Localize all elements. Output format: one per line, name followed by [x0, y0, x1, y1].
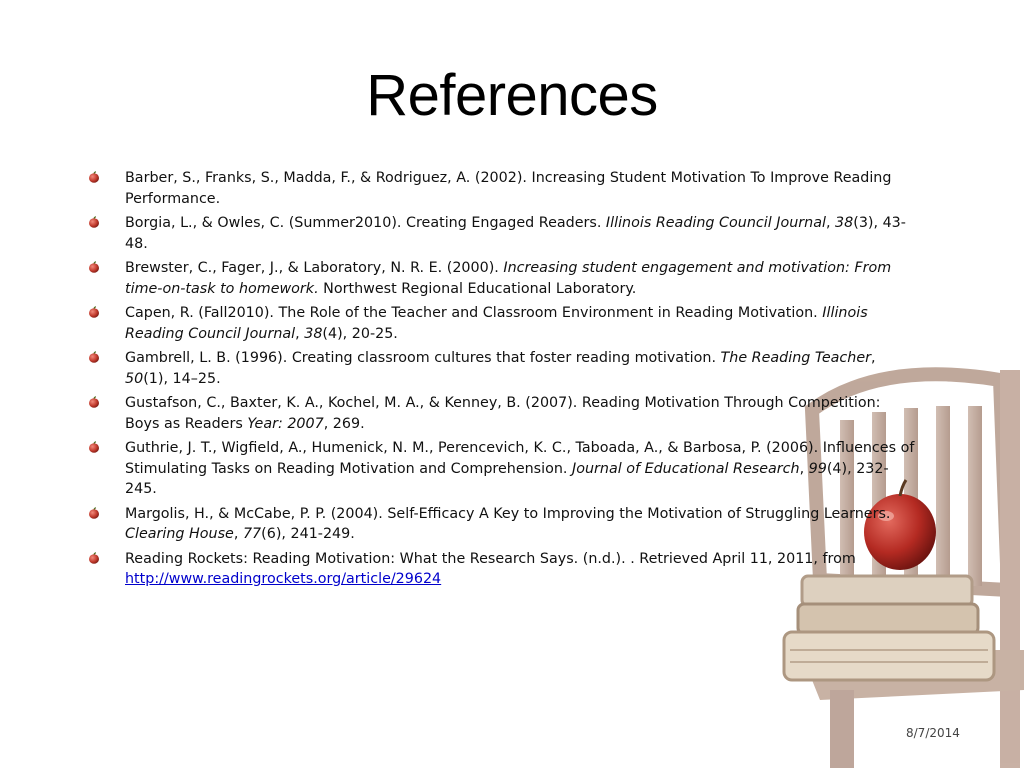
apple-bullet-icon [88, 261, 100, 273]
reference-item [88, 213, 918, 254]
reference-italic-text: Year: 2007 [247, 415, 324, 432]
slide-date: 8/7/2014 [906, 726, 960, 740]
reference-text: Northwest Regional Educational Laboratory. [318, 280, 637, 297]
reference-item [88, 348, 918, 389]
reference-text: , [233, 526, 243, 542]
reference-text: , [295, 325, 305, 342]
reference-text: Borgia, L., & Owles, C. (Summer2010). Creating Engaged Readers. [125, 215, 606, 231]
page-title: References [366, 63, 658, 128]
reference-text: (1), 14–25. [143, 370, 221, 387]
reference-italic-text: 38 [304, 325, 323, 342]
reference-italic-text: Clearing House [125, 526, 234, 542]
apple-bullet-icon [88, 171, 100, 183]
reference-text: Gambrell, L. B. (1996). Creating classroom cultures that foster reading motivation. [125, 350, 721, 366]
reference-item [88, 303, 918, 344]
reference-text: (4), 20-25. [322, 325, 398, 342]
reference-text: , [825, 215, 836, 231]
reference-item [88, 504, 918, 545]
reference-text: Margolis, H., & McCabe, P. P. (2004). Self-Efficacy A Key to Improving the Motivation of Struggling Learners. [125, 505, 891, 522]
apple-bullet-icon [88, 351, 100, 363]
reference-text: Gustafson, C., Baxter, K. A., Kochel, M. A., & Kenney, B. (2007). Reading Motivation Through Competition: Boys as Readers [125, 395, 881, 432]
apple-bullet-icon [88, 396, 100, 408]
apple-bullet-icon [88, 507, 100, 519]
reference-text: Barber, S., Franks, S., Madda, F., & Rodriguez, A. (2002). Increasing Student Motivation To Improve Reading Performance. [125, 170, 892, 207]
reference-text: Brewster, C., Fager, J., & Laboratory, N. R. E. (2000). [125, 260, 504, 276]
reference-text: (6), 241-249. [261, 526, 355, 542]
reference-text: (4), 232-245. [125, 460, 889, 497]
reference-italic-text: 77 [242, 526, 262, 542]
reference-link[interactable]: http://www.readingrockets.org/article/29624 [125, 571, 442, 587]
apple-bullet-icon [88, 552, 100, 564]
reference-text: Capen, R. (Fall2010). The Role of the Teacher and Classroom Environment in Reading Motivation. [125, 305, 823, 321]
apple-bullet-icon [88, 216, 100, 228]
reference-italic-text: Illinois Reading Council Journal [125, 305, 868, 342]
reference-italic-text: Journal of Educational Research [572, 460, 800, 477]
reference-italic-text: 38 [835, 215, 854, 231]
reference-item [88, 438, 918, 500]
reference-text: Reading Rockets: Reading Motivation: What the Research Says. (n.d.). . Retrieved April 11, 2011, from [125, 550, 856, 567]
reference-italic-text: The Reading Teacher [720, 350, 872, 366]
reference-italic-text: Increasing student engagement and motivation: From time-on-task to homework. [125, 260, 892, 297]
apple-bullet-icon [88, 441, 100, 453]
reference-italic-text: 50 [125, 370, 144, 387]
reference-item [88, 168, 918, 209]
reference-item [88, 549, 918, 590]
reference-italic-text: Illinois Reading Council Journal [605, 215, 826, 231]
reference-text: , 269. [323, 415, 365, 432]
reference-text: , [871, 350, 876, 366]
reference-italic-text: 99 [808, 460, 827, 477]
reference-item [88, 393, 918, 434]
reference-item [88, 258, 918, 299]
reference-text: , [799, 460, 809, 477]
reference-text: (3), 43-48. [125, 215, 906, 252]
apple-bullet-icon [88, 306, 100, 318]
reference-list [88, 168, 918, 594]
reference-text: Guthrie, J. T., Wigfield, A., Humenick, N. M., Perencevich, K. C., Taboada, A., & Barbosa, P. (2006). Influences of Stimulating Tasks on Reading Motivation and Comprehension. [125, 440, 915, 477]
